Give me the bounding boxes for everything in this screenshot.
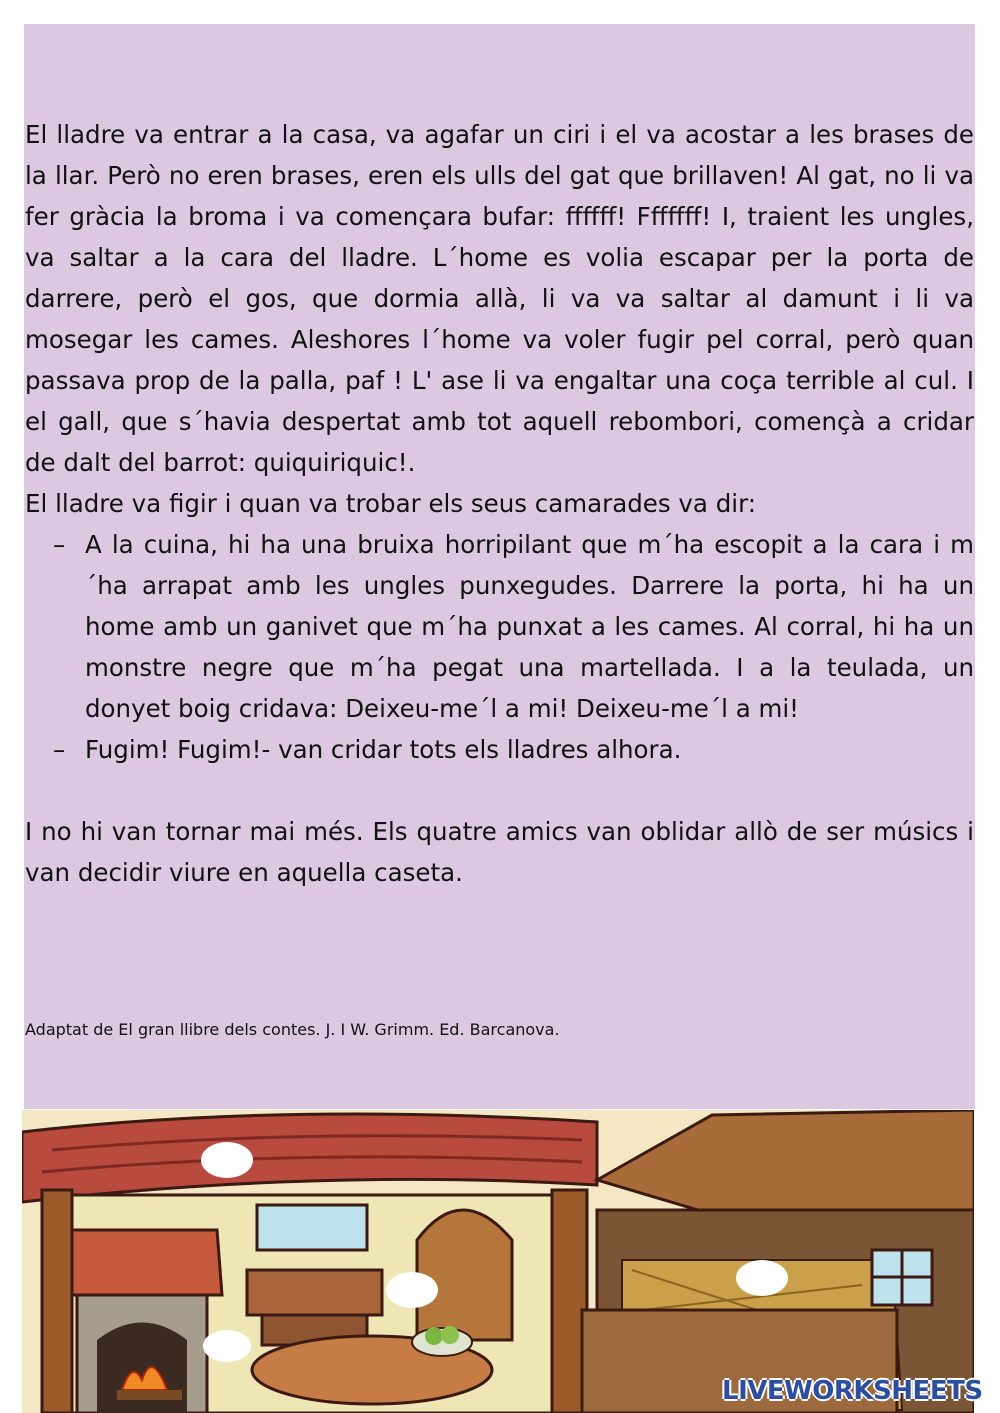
story-paragraph-1: El lladre va entrar a la casa, va agafar un ciri i el va acostar a les brases de la llar. Però no eren brases, eren els ulls del gat que brillaven! Al gat, no li va fer gràcia la broma i va començara bufar: ffffff! Fffffff! I, traient les ungles, va saltar a la cara del lladre. L´home es volia escapar per la porta de darrere, però el gos, que dormia allà, li va va saltar al damunt i li va mosegar les cames. Aleshores l´home va voler fugir pel corral, però quan passava prop de la palla, paf ! L' ase li va engaltar una coça terrible al cul. I el gall, que s´havia despertat amb tot aquell rebombori, començà a cridar de dalt del barrot: quiquiriquic!. xyxy=(25,120,974,477)
brand-text: LIVEWORKSHEETS xyxy=(722,1376,983,1406)
answer-dot[interactable] xyxy=(736,1260,788,1296)
story-paragraph-2: El lladre va figir i quan va trobar els seus camarades va dir: xyxy=(25,489,756,518)
source-credit: Adaptat de El gran llibre dels contes. J. I W. Grimm. Ed. Barcanova. xyxy=(25,1020,560,1039)
answer-dot[interactable] xyxy=(386,1272,438,1308)
dialogue-list xyxy=(25,524,974,770)
house-illustration xyxy=(22,1110,974,1413)
story-text xyxy=(25,114,974,893)
dash-bullet: – xyxy=(53,735,66,764)
dialogue-item: – Fugim! Fugim!- van cridar tots els lladres alhora. xyxy=(25,729,974,770)
liveworksheets-logo xyxy=(722,1374,983,1408)
story-paragraph-3: I no hi van tornar mai més. Els quatre amics van oblidar allò de ser músics i van decidir viure en aquella caseta. xyxy=(25,817,974,887)
dash-bullet: – xyxy=(53,530,66,559)
answer-dot[interactable] xyxy=(203,1330,251,1362)
answer-dot[interactable] xyxy=(201,1142,253,1178)
dialogue-item: – A la cuina, hi ha una bruixa horripilant que m´ha escopit a la cara i m´ha arrapat amb les ungles punxegudes. Darrere la porta, hi ha un home amb un ganivet que m´ha punxat a les cames. Al corral, hi ha un monstre negre que m´ha pegat una martellada. I a la teulada, un donyet boig cridava: Deixeu-me´l a mi! Deixeu-me´l a mi! xyxy=(25,524,974,729)
